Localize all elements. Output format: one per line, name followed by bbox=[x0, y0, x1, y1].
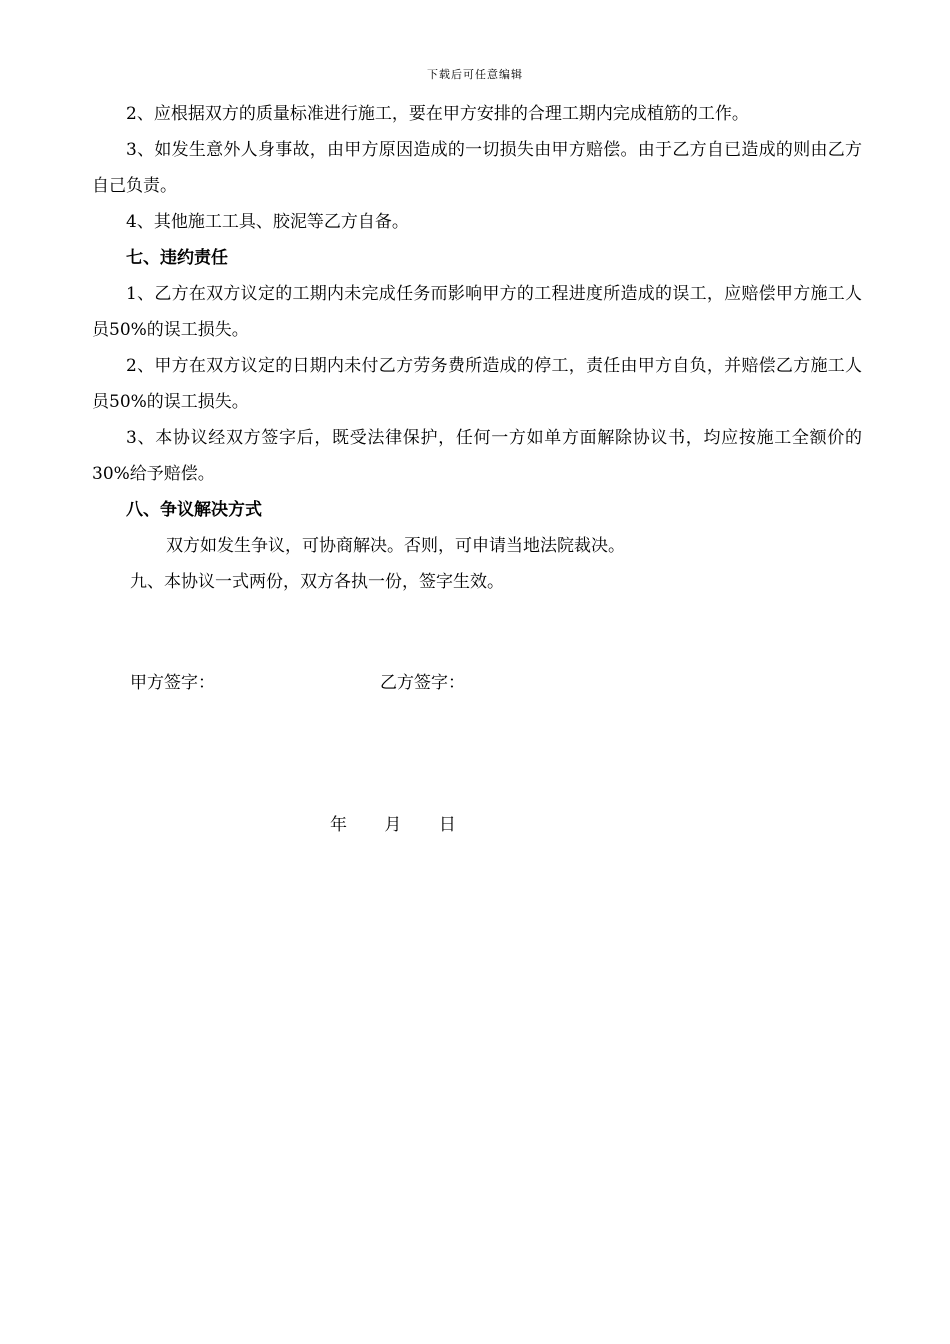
page-header-note: 下载后可任意编辑 bbox=[427, 68, 523, 81]
document-body bbox=[92, 96, 862, 600]
clause-4: 4、其他施工工具、胶泥等乙方自备。 bbox=[126, 212, 409, 232]
date-day-label: 日 bbox=[438, 815, 456, 835]
liability-clause-3: 3、本协议经双方签字后，既受法律保护，任何一方如单方面解除协议书，均应按施工全额价的30%给予赔偿。 bbox=[92, 428, 862, 484]
liability-clause-2: 2、甲方在双方议定的日期内未付乙方劳务费所造成的停工，责任由甲方自负，并赔偿乙方施工人员50%的误工损失。 bbox=[92, 356, 862, 412]
section-heading-8: 八、争议解决方式 bbox=[126, 500, 262, 520]
dispute-resolution-text: 双方如发生争议，可协商解决。否则，可申请当地法院裁决。 bbox=[166, 536, 625, 556]
date-line bbox=[330, 810, 488, 840]
liability-clause-1: 1、乙方在双方议定的工期内未完成任务而影响甲方的工程进度所造成的误工，应赔偿甲方施工人员50%的误工损失。 bbox=[92, 284, 862, 340]
clause-2: 2、应根据双方的质量标准进行施工，要在甲方安排的合理工期内完成植筋的工作。 bbox=[126, 104, 749, 124]
section-heading-7: 七、违约责任 bbox=[126, 248, 228, 268]
party-b-signature-label: 乙方签字： bbox=[380, 673, 465, 693]
party-a-signature-label: 甲方签字： bbox=[130, 673, 215, 693]
clause-9: 九、本协议一式两份，双方各执一份，签字生效。 bbox=[130, 572, 504, 592]
date-month-label: 月 bbox=[384, 815, 402, 835]
date-year-label: 年 bbox=[330, 815, 347, 835]
clause-3: 3、如发生意外人身事故，由甲方原因造成的一切损失由甲方赔偿。由于乙方自已造成的则由乙方自己负责。 bbox=[92, 140, 862, 196]
